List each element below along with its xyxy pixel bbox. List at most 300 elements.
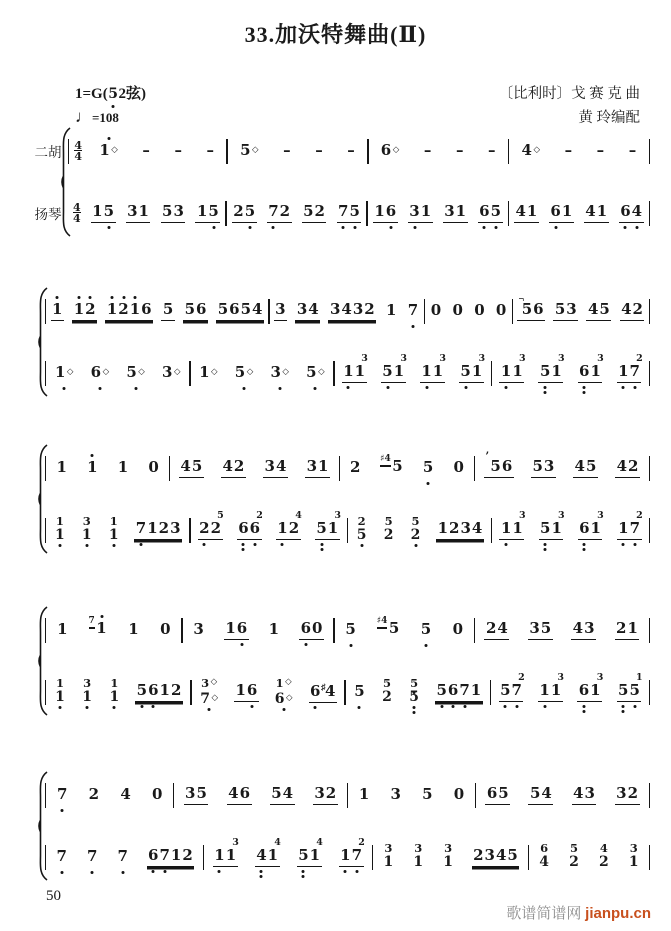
note [521, 301, 532, 319]
note-digit: – [347, 140, 355, 159]
note-token [270, 785, 295, 805]
note-digit: 0 [148, 457, 159, 476]
note [267, 837, 281, 865]
note-digit: 2 [199, 519, 210, 537]
octave-dot-below [140, 542, 143, 547]
note-digit: 2 [118, 300, 129, 318]
watermark-domain-link[interactable]: jianpu.cn [585, 905, 651, 922]
octave-dot-below [504, 704, 507, 709]
note-token [233, 364, 254, 383]
barline [649, 680, 650, 705]
barline [68, 139, 69, 164]
note [485, 620, 496, 638]
harmonic-diamond-icon: ◇ [533, 143, 541, 154]
key-signature [75, 82, 146, 103]
note-digit: 7 [338, 202, 349, 220]
note [83, 677, 92, 689]
note [110, 677, 119, 689]
octave-dot-above [107, 136, 110, 141]
note [92, 203, 103, 221]
key-suffix: 2弦) [118, 86, 146, 102]
note [444, 203, 455, 221]
note-digit: 5 [345, 619, 356, 638]
octave-dot-below [483, 225, 486, 230]
note [529, 620, 540, 638]
barline [649, 456, 650, 481]
note-token [572, 785, 597, 805]
note-token [379, 142, 400, 161]
note-digit: – [174, 140, 182, 159]
tempo-value: =108 [92, 110, 119, 125]
note [147, 520, 158, 538]
chord-bottom [54, 529, 65, 542]
note-digit: 3 [83, 676, 92, 690]
note [206, 142, 215, 160]
staff-line [45, 612, 650, 648]
note [474, 302, 485, 320]
note-token [412, 842, 425, 872]
measure [513, 294, 648, 321]
note [385, 203, 396, 221]
note-digit: 4 [521, 140, 532, 159]
note-digit: 3 [329, 300, 341, 318]
note [452, 621, 463, 639]
note [225, 620, 236, 638]
note [222, 458, 233, 476]
note [208, 203, 219, 221]
barline [649, 845, 650, 870]
octave-dot-below [242, 542, 245, 552]
note-digit: 2 [632, 300, 643, 318]
octave-dot-below [98, 386, 101, 391]
chord-top [108, 515, 119, 527]
note [199, 364, 218, 382]
octave-dot-below [121, 870, 124, 875]
note [421, 363, 432, 381]
staff-line [45, 777, 650, 813]
note [298, 847, 309, 865]
barline [649, 201, 650, 226]
note-token [346, 142, 357, 161]
note [382, 363, 393, 381]
note-digit: 7 [351, 846, 363, 864]
note-token [53, 364, 74, 383]
octave-dot-below [140, 704, 143, 709]
octave-dot-below [342, 225, 345, 230]
octave-dot-below [515, 704, 518, 709]
note-digit: 1 [110, 676, 119, 690]
note [390, 786, 401, 804]
note-digit: 4 [585, 202, 596, 220]
note [170, 520, 181, 538]
chord-interval-number: 2 [256, 510, 263, 522]
note-digit: 0 [312, 619, 323, 637]
chord-top [628, 842, 639, 854]
octave-dot-below [411, 324, 414, 329]
measure [348, 515, 491, 545]
note [382, 677, 391, 689]
note [410, 529, 421, 542]
note-digit: 1 [92, 202, 103, 220]
note [628, 142, 637, 160]
note-digit: 2 [628, 457, 639, 475]
note [236, 620, 247, 638]
harmonic-diamond-icon: ◇ [210, 676, 218, 686]
note-token [125, 364, 146, 383]
octave-dot-below [58, 705, 61, 710]
octave-dot-below [427, 481, 430, 486]
note [621, 301, 632, 319]
note-digit: 1 [455, 202, 467, 220]
note [82, 691, 93, 704]
note [341, 301, 352, 319]
note-token [577, 672, 604, 702]
note-digit: 0 [430, 300, 442, 319]
chord-bottom [443, 856, 454, 869]
note-digit: 1 [561, 202, 573, 220]
note [296, 301, 307, 319]
note-digit: 3 [170, 519, 181, 537]
score-system [45, 612, 650, 710]
note [340, 847, 351, 865]
note-digit: 1 [235, 681, 246, 699]
note-digit: 2 [473, 846, 484, 864]
note [579, 363, 590, 381]
note [240, 301, 251, 319]
note [511, 672, 525, 700]
note-token [199, 675, 220, 709]
chord-interval-number: 4 [274, 837, 281, 849]
note [217, 301, 228, 319]
note-digit: 5 [436, 681, 447, 699]
note-digit: – [628, 140, 637, 159]
octave-dot-below [543, 704, 546, 709]
note-digit: 6 [533, 300, 544, 318]
note-digit: 1 [96, 619, 107, 637]
note-digit: 0 [453, 457, 464, 476]
note [275, 458, 286, 476]
note-token [615, 458, 640, 478]
chord-interval-number: 2 [358, 837, 365, 849]
note [490, 458, 501, 476]
note-digit: 5 [217, 300, 229, 318]
note-token [234, 682, 259, 702]
note-digit: 3 [390, 784, 401, 803]
note-digit: 3 [629, 841, 638, 855]
note [564, 142, 573, 160]
note-digit: 2 [279, 202, 291, 220]
note [238, 520, 249, 538]
note [620, 203, 631, 221]
note [357, 515, 366, 527]
note [470, 682, 481, 700]
note [570, 842, 579, 854]
note-digit: 5 [244, 202, 256, 220]
note-digit: 5 [532, 457, 543, 475]
note [327, 510, 341, 538]
note [87, 459, 98, 477]
octave-dot-below [544, 385, 547, 395]
note [533, 301, 544, 319]
note-digit: 1 [109, 689, 120, 705]
note-digit: 2 [182, 846, 193, 864]
note-digit: 2 [449, 519, 460, 537]
note-digit: 1 [82, 689, 93, 705]
chord-interval-number: 2 [636, 353, 643, 365]
note [618, 682, 629, 700]
measure [368, 203, 508, 223]
note-digit: 3 [162, 362, 173, 381]
octave-dot-below [112, 543, 115, 548]
note-token [297, 837, 323, 867]
note [459, 682, 470, 700]
octave-dot-below [304, 642, 307, 647]
octave-dot-below [86, 705, 89, 710]
note [409, 203, 420, 221]
note-digit: 7 [629, 519, 641, 537]
measure [46, 677, 190, 707]
note-token [159, 621, 172, 640]
note [201, 675, 218, 689]
chord-stack [539, 842, 550, 869]
note-token [409, 515, 422, 545]
chord-interval-number: 2 [518, 672, 525, 684]
note [300, 620, 311, 638]
note-digit: 6 [148, 846, 159, 864]
note [318, 458, 329, 476]
note-token [263, 458, 288, 478]
staff-line [34, 133, 650, 169]
note-digit: 6 [540, 841, 549, 855]
note-digit: 3 [543, 457, 555, 475]
note-token [528, 620, 553, 640]
note-token [55, 459, 68, 478]
note-token [451, 302, 464, 321]
note-digit: 5 [629, 681, 640, 699]
note [627, 785, 638, 803]
quarter-note-icon: ♩ [75, 107, 92, 126]
note [229, 301, 240, 319]
note [252, 301, 263, 319]
octave-dot-below [505, 542, 508, 547]
note [158, 520, 169, 538]
time-signature [73, 203, 81, 223]
note [632, 301, 643, 319]
note-digit: 5 [411, 514, 420, 528]
octave-dot-below [248, 225, 251, 230]
note-token [342, 353, 368, 383]
note-digit: 3 [296, 300, 308, 318]
note [282, 785, 293, 803]
note-digit: 4 [471, 519, 483, 537]
note-token [192, 621, 205, 640]
note [584, 785, 595, 803]
note [447, 682, 458, 700]
note [498, 785, 509, 803]
note [239, 785, 250, 803]
octave-dot-below [622, 542, 625, 547]
note-digit: 5 [540, 619, 552, 637]
note [420, 621, 431, 639]
note [569, 856, 580, 869]
score-system [45, 450, 650, 548]
note-token [255, 837, 281, 867]
octave-dot-below [60, 870, 63, 875]
note-token [107, 515, 120, 545]
note-digit: 1 [55, 689, 65, 705]
note-token [87, 786, 100, 805]
note [540, 520, 551, 538]
note-token [184, 785, 209, 805]
note [270, 364, 289, 382]
note [57, 621, 68, 639]
octave-dot-below [63, 386, 66, 391]
chord-bottom [539, 856, 550, 869]
note-digit: 1 [268, 619, 280, 638]
octave-dot-below [414, 543, 417, 548]
note [85, 301, 96, 319]
note [264, 458, 275, 476]
note [347, 142, 356, 160]
note [354, 683, 365, 701]
note-token [472, 847, 520, 867]
chord-top [383, 842, 394, 854]
measure [228, 142, 367, 161]
note-token [382, 515, 395, 545]
note-digit: 4 [495, 846, 507, 864]
note [383, 529, 394, 542]
octave-dot-above [100, 614, 103, 619]
note [277, 520, 288, 538]
note [141, 301, 152, 319]
note-token [584, 203, 609, 223]
note [52, 301, 63, 319]
note [383, 856, 394, 869]
note-digit: 2 [485, 619, 497, 637]
note-digit: 7 [407, 300, 419, 319]
chord-interval-number: 4 [295, 510, 302, 522]
note-digit: 4 [573, 784, 584, 802]
note [162, 364, 181, 382]
note-token [224, 620, 249, 640]
note-digit: 5 [240, 140, 251, 159]
chord-top [200, 675, 219, 689]
note [306, 364, 325, 382]
note-token [357, 786, 370, 805]
note-token [339, 837, 365, 867]
note [495, 847, 506, 865]
chord-top [569, 842, 580, 854]
octave-dot-below [633, 385, 636, 390]
chord-stack [569, 842, 580, 869]
note [539, 363, 550, 381]
key-prefix: 1=G( [75, 86, 108, 102]
chord-bottom [356, 529, 367, 542]
note [249, 510, 263, 538]
note [170, 847, 181, 865]
note-digit: 5 [599, 300, 610, 318]
note-token [147, 847, 195, 867]
octave-dot-above [133, 295, 136, 300]
chord-bottom [383, 856, 394, 869]
note-digit: 6 [479, 202, 490, 220]
note [541, 785, 552, 803]
note [543, 458, 554, 476]
note-digit: 5 [490, 202, 501, 220]
note [488, 142, 497, 160]
note-digit: 2 [233, 457, 245, 475]
note-token [116, 459, 129, 478]
note-digit: 1 [471, 362, 483, 380]
octave-dot-below [464, 385, 467, 390]
chord-bottom [409, 691, 420, 704]
chord-bottom [382, 691, 393, 704]
note-token [221, 458, 246, 478]
note [561, 203, 572, 221]
note-token [421, 786, 434, 805]
chord-bottom [569, 856, 580, 869]
staff-line [45, 512, 650, 548]
note-digit: 1 [147, 519, 158, 537]
note [599, 301, 610, 319]
note-token [328, 301, 376, 321]
chord-bottom [628, 856, 639, 869]
chord-interval-number: 4 [316, 837, 323, 849]
staff-line [45, 674, 650, 710]
note-token [452, 459, 465, 478]
note [585, 458, 596, 476]
note-digit: 2 [383, 527, 394, 543]
note-digit: 1 [526, 202, 538, 220]
note-token [98, 142, 119, 161]
note [590, 672, 604, 700]
note [234, 364, 253, 382]
note-token [568, 842, 581, 872]
measure [475, 620, 648, 640]
note [325, 785, 336, 803]
measure [191, 510, 347, 540]
note [590, 510, 604, 538]
note [413, 856, 424, 869]
measure [87, 142, 226, 161]
note [572, 620, 583, 638]
chord-top [413, 842, 424, 854]
note-digit: 5 [500, 681, 511, 699]
octave-dot-below [282, 707, 285, 712]
octave-dot-below [633, 704, 636, 709]
note-digit: 3 [444, 202, 455, 220]
note [455, 203, 466, 221]
note [235, 682, 246, 700]
note [103, 203, 114, 221]
octave-dot-below [134, 386, 137, 391]
note [191, 458, 202, 476]
note [414, 842, 423, 854]
note [490, 203, 501, 221]
octave-dot-below [278, 386, 281, 391]
note-token [274, 301, 287, 321]
note-digit: 5 [382, 676, 391, 690]
chord-stack [55, 677, 66, 704]
watermark-site: 歌谱简谱网 [506, 906, 582, 922]
note [196, 785, 207, 803]
note [182, 847, 193, 865]
note-digit: 3 [566, 300, 577, 318]
note-digit: 4 [497, 619, 508, 637]
chord-top [82, 677, 93, 689]
octave-dot-below [583, 385, 586, 395]
note [374, 203, 385, 221]
